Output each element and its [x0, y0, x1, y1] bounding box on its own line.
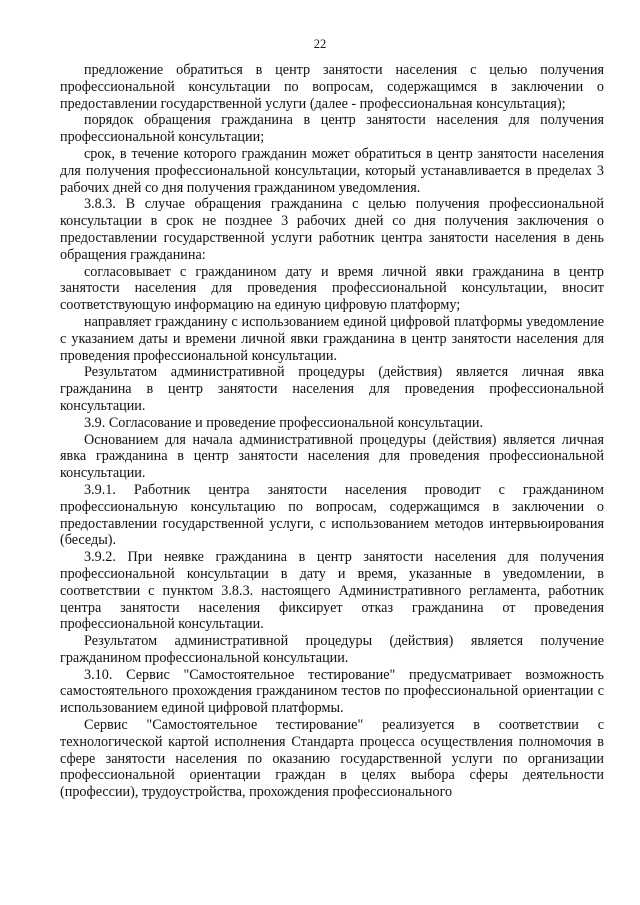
paragraph: порядок обращения гражданина в центр занятости населения для получения профессиональной консультации;: [60, 112, 604, 146]
paragraph: Основанием для начала административной процедуры (действия) является личная явка гражданина в центр занятости населения для проведения профессиональной консультации.: [60, 431, 604, 482]
section-heading: 3.9. Согласование и проведение профессиональной консультации.: [84, 414, 484, 431]
paragraph: Результатом административной процедуры (действия) является личная явка гражданина в центр занятости населения для проведения профессиональной консультации.: [60, 364, 604, 414]
paragraph: согласовывает с гражданином дату и время личной явки гражданина в центр занятости населения для проведения профессиональной консультации, вносит соответствующую информацию на единую цифровую платформу;: [60, 263, 604, 314]
page-number: 22: [313, 37, 327, 51]
page-body: [60, 62, 604, 801]
paragraph: 3.9.1. Работник центра занятости населения проводит с гражданином профессиональную консультацию по вопросам, содержащимся в заключении о предоставлении государственной услуги, с использованием методов интервьюирования (беседы).: [60, 481, 604, 549]
paragraph: предложение обратиться в центр занятости населения с целью получения профессиональной консультации по вопросам, содержащимся в заключении о предоставлении государственной услуги (далее - профессиональная консультация);: [60, 62, 604, 112]
paragraph: 3.9.2. При неявке гражданина в центр занятости населения для получения профессиональной консультации в дату и время, указанные в уведомлении, в соответствии с пунктом 3.8.3. настоящего Административного регламента, работник центра занятости населения фиксирует отказ гражданина от проведения профессиональной консультации.: [60, 549, 604, 633]
paragraph: 3.8.3. В случае обращения гражданина с целью получения профессиональной консультации в срок не позднее 3 рабочих дней со дня получения заключения о предоставлении государственной услуги работник центра занятости населения в день обращения гражданина:: [60, 196, 604, 263]
paragraph: 3.10. Сервис "Самостоятельное тестирование" предусматривает возможность самостоятельного прохождения гражданином тестов по профессиональной ориентации с использованием единой цифровой платформы.: [60, 666, 604, 717]
paragraph: направляет гражданину с использованием единой цифровой платформы уведомление с указанием даты и времени личной явки гражданина в центр занятости населения для проведения профессиональной консультации.: [60, 313, 604, 364]
paragraph: срок, в течение которого гражданин может обратиться в центр занятости населения для получения профессиональной консультации, который устанавливается в пределах 3 рабочих дней со дня получения гражданином уведомления.: [60, 145, 604, 196]
paragraph: Сервис "Самостоятельное тестирование" реализуется в соответствии с технологической картой исполнения Стандарта процесса осуществления полномочия в сфере занятости населения по оказанию государственной услуги по организации профессиональной ориентации граждан в целях выбора сферы деятельности (профессии), трудоустройства, прохождения профессионального: [60, 717, 604, 801]
paragraph: Результатом административной процедуры (действия) является получение гражданином профессиональной консультации.: [60, 633, 604, 666]
